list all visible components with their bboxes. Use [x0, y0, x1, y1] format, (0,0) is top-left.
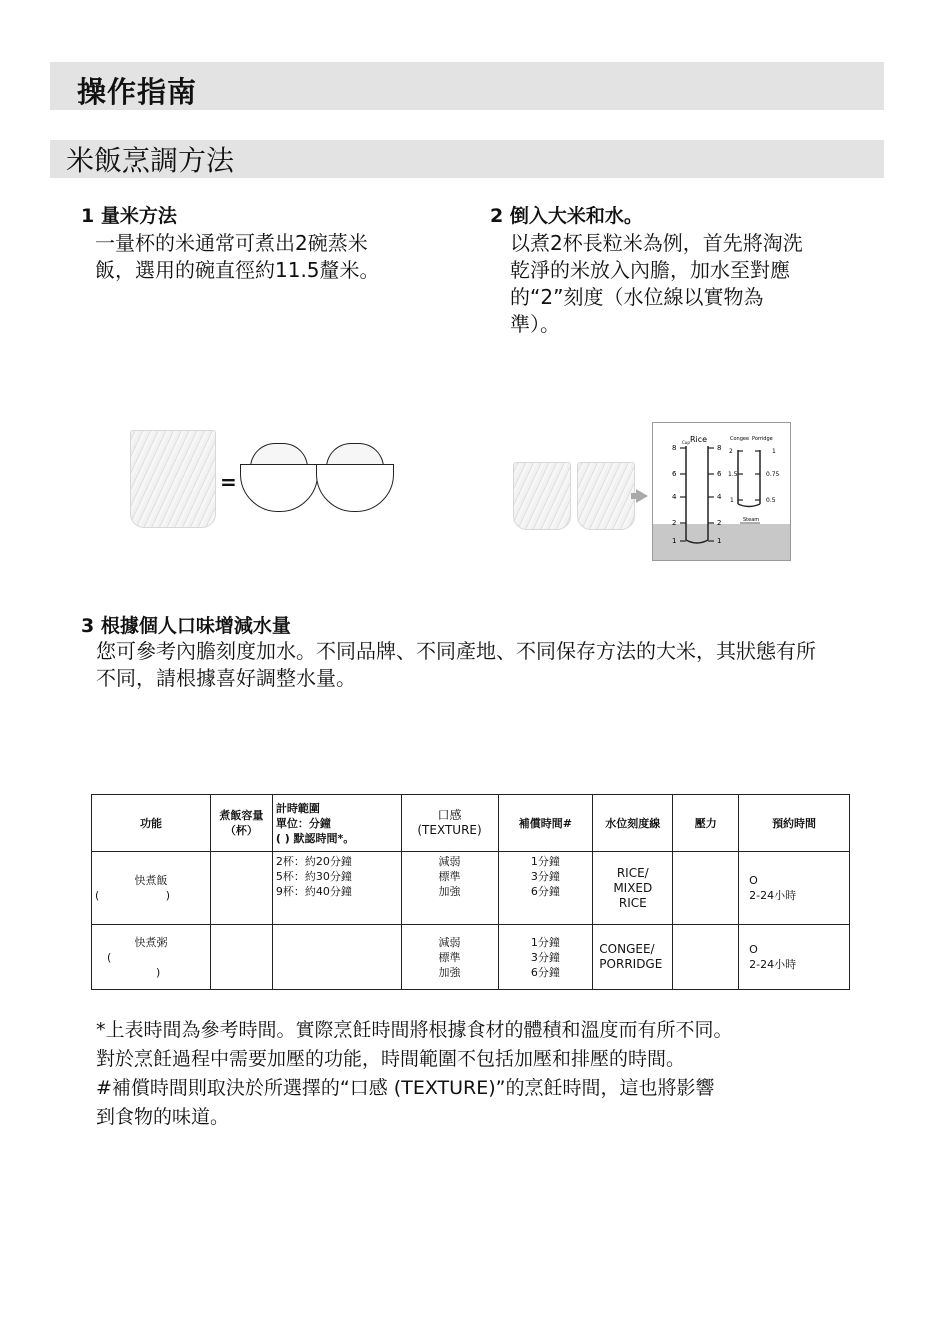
arrow-right-icon	[636, 489, 648, 503]
cell-timer: 2杯：約20分鐘 5杯：約30分鐘 9杯：約40分鐘	[272, 852, 401, 925]
gauge-right-mark-1: 1	[717, 537, 722, 545]
footnotes	[96, 1016, 841, 1132]
step2-title: 2 倒入大米和水。	[490, 205, 643, 227]
cell-texture: 減弱 標準 加強	[401, 925, 498, 990]
function-paren: ( )	[95, 889, 171, 902]
gauge-porridge-mark-0-75: 0.75	[766, 471, 780, 478]
gauge-congee-mark-1: 1	[730, 497, 734, 504]
gauge-porridge-label: Porridge	[752, 436, 773, 442]
header-texture: 口感 (TEXTURE)	[401, 795, 498, 852]
cell-capacity	[210, 852, 272, 925]
cell-preset: O 2-24小時	[739, 925, 850, 990]
cell-pressure	[673, 925, 739, 990]
header-water-level: 水位刻度線	[593, 795, 673, 852]
gauge-left-mark-6: 6	[672, 470, 677, 478]
gauge-right-mark-8: 8	[717, 444, 722, 452]
gauge-right-mark-6: 6	[717, 470, 722, 478]
gauge-porridge-mark-0-5: 0.5	[766, 497, 776, 504]
table-row	[92, 925, 850, 990]
gauge-steam-label: Steam	[743, 517, 760, 523]
equals-sign: =	[220, 470, 237, 494]
footnote-line: 到食物的味道。	[96, 1106, 230, 1128]
table-row	[92, 852, 850, 925]
gauge-cup-label: Cup	[682, 440, 690, 445]
step1-title: 1 量米方法	[81, 205, 177, 227]
footnote-line: #補償時間則取決於所選擇的“口感 (TEXTURE)”的烹飪時間，這也將影響	[96, 1077, 715, 1099]
function-name: 快煮飯	[134, 874, 168, 887]
function-paren: ( )	[107, 950, 161, 979]
header-preset: 預約時間	[739, 795, 850, 852]
section-title: 米飯烹調方法	[66, 144, 235, 177]
rice-cup-image	[130, 430, 216, 528]
rice-cup-2-image	[577, 462, 635, 530]
footnote-line: 對於烹飪過程中需要加壓的功能，時間範圍不包括加壓和排壓的時間。	[96, 1048, 686, 1070]
function-name: 快煮粥	[134, 935, 168, 949]
cell-pressure	[673, 852, 739, 925]
cell-capacity	[210, 925, 272, 990]
header-timer: 計時範圍 單位：分鐘 ( ) 默認時間*。	[272, 795, 401, 852]
cell-compensation: 1分鐘 3分鐘 6分鐘	[498, 925, 593, 990]
cell-function	[92, 925, 211, 990]
cell-texture: 減弱 標準 加強	[401, 852, 498, 925]
cell-preset: O 2-24小時	[739, 852, 850, 925]
cell-function	[92, 852, 211, 925]
gauge-right-mark-4: 4	[717, 493, 722, 501]
gauge-left-mark-8: 8	[672, 444, 677, 452]
cell-timer	[272, 925, 401, 990]
header-pressure: 壓力	[673, 795, 739, 852]
table-header-row	[92, 795, 850, 852]
gauge-porridge-mark-1: 1	[772, 448, 776, 455]
gauge-congee-mark-2: 2	[729, 448, 733, 455]
water-level-gauge	[652, 422, 792, 562]
page-title: 操作指南	[77, 75, 198, 109]
function-table	[91, 794, 850, 990]
cell-water-level: RICE/ MIXED RICE	[593, 852, 673, 925]
step2-text: 以煮2杯長粒米為例，首先將淘洗乾淨的米放入內膽，加水至對應的“2”刻度（水位線以實物為準）。	[510, 231, 803, 336]
header-function: 功能	[92, 795, 211, 852]
cell-compensation: 1分鐘 3分鐘 6分鐘	[498, 852, 593, 925]
header-compensation: 補償時間#	[498, 795, 593, 852]
gauge-right-mark-2: 2	[717, 519, 722, 527]
gauge-left-mark-4: 4	[672, 493, 677, 501]
rice-cup-1-image	[513, 462, 571, 530]
gauge-left-mark-2: 2	[672, 519, 677, 527]
header-capacity: 煮飯容量 （杯）	[210, 795, 272, 852]
step3-title: 3 根據個人口味增減水量	[81, 615, 291, 637]
gauge-left-mark-1: 1	[672, 537, 677, 545]
footnote-line: *上表時間為參考時間。實際烹飪時間將根據食材的體積和溫度而有所不同。	[96, 1019, 733, 1041]
rice-bowl-left	[240, 464, 318, 512]
step3-text: 您可參考內膽刻度加水。不同品牌、不同產地、不同保存方法的大米，其狀態有所不同，請根據喜好調整水量。	[96, 639, 816, 690]
step1-text: 一量杯的米通常可煮出2碗蒸米飯，選用的碗直徑約11.5釐米。	[95, 231, 380, 282]
gauge-congee-mark-1-5: 1.5	[728, 471, 738, 478]
gauge-congee-label: Congee	[730, 436, 750, 442]
rice-bowl-right	[316, 464, 394, 512]
gauge-rice-label: Rice	[690, 435, 708, 444]
cell-water-level: CONGEE/ PORRIDGE	[593, 925, 673, 990]
